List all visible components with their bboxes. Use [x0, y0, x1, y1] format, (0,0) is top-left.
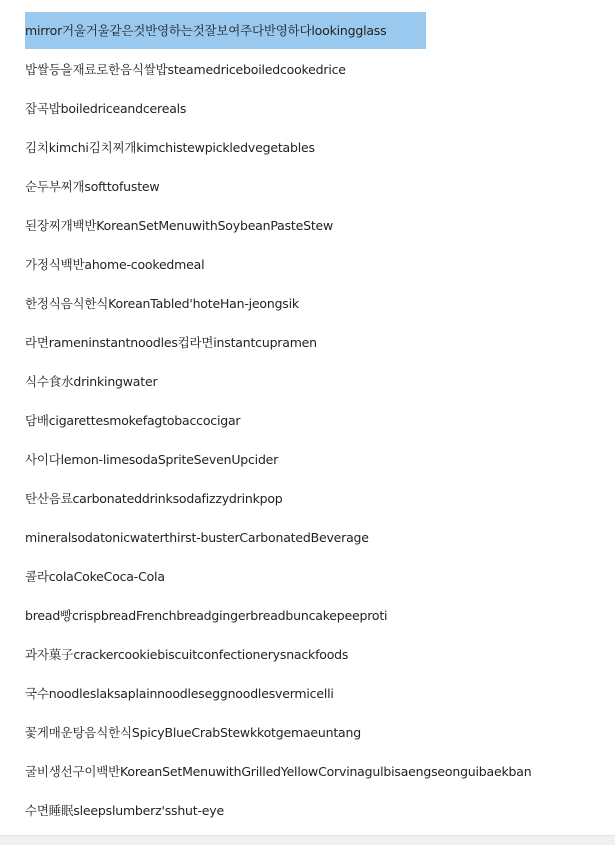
text-line[interactable] [25, 0, 531, 11]
line-text: mirror거울거울같은것반영하는것잘보여주다반영하다lookingglass [25, 23, 387, 38]
line-text: 밥쌀등을재료로한음식쌀밥steamedriceboiledcookedrice [25, 62, 346, 77]
line-text: 순두부찌개softtofustew [25, 179, 160, 194]
horizontal-scrollbar[interactable] [0, 835, 615, 845]
text-line[interactable] [25, 596, 531, 635]
text-line[interactable] [25, 167, 531, 206]
text-line[interactable] [25, 479, 531, 518]
text-line[interactable] [25, 674, 531, 713]
line-text: 라면rameninstantnoodles컵라면instantcupramen [25, 335, 317, 350]
line-text: 굴비생선구이백반KoreanSetMenuwithGrilledYellowCorvinagulbisaengseonguibaekban [25, 764, 532, 779]
text-line[interactable] [25, 245, 531, 284]
text-line[interactable] [25, 752, 531, 791]
line-text: 식수食水drinkingwater [25, 374, 158, 389]
text-line[interactable] [25, 713, 531, 752]
text-line[interactable] [25, 557, 531, 596]
text-line[interactable] [25, 791, 531, 830]
line-text: 사이다lemon-limesodaSpriteSevenUpcider [25, 452, 279, 467]
text-line[interactable] [25, 206, 531, 245]
line-text: 과자菓子crackercookiebiscuitconfectionerysnackfoods [25, 647, 349, 662]
line-text: 된장찌개백반KoreanSetMenuwithSoybeanPasteStew [25, 218, 334, 233]
text-line[interactable] [25, 518, 531, 557]
text-line[interactable] [25, 50, 531, 89]
text-line[interactable] [25, 89, 531, 128]
text-line[interactable] [25, 440, 531, 479]
text-line[interactable] [25, 284, 531, 323]
line-text: 김치kimchi김치찌개kimchistewpickledvegetables [25, 140, 315, 155]
line-text: 잡곡밥boiledriceandcereals [25, 101, 187, 116]
text-line-selected[interactable] [25, 11, 531, 50]
line-text: bread빵crispbreadFrenchbreadgingerbreadbuncakepeeproti [25, 608, 388, 623]
line-text: 콜라colaCokeCoca-Cola [25, 569, 165, 584]
line-text: 한정식음식한식KoreanTabled'hoteHan-jeongsik [25, 296, 299, 311]
text-lines [25, 0, 531, 830]
line-text: 수면睡眠sleepslumberz'sshut-eye [25, 803, 224, 818]
line-text: 국수noodleslaksaplainnoodleseggnoodlesvermicelli [25, 686, 334, 701]
text-line[interactable] [25, 323, 531, 362]
line-text: 가정식백반ahome-cookedmeal [25, 257, 205, 272]
line-text: mineralsodatonicwaterthirst-busterCarbonatedBeverage [25, 530, 369, 545]
text-line[interactable] [25, 401, 531, 440]
text-line[interactable] [25, 362, 531, 401]
line-text: 담배cigarettesmokefagtobaccocigar [25, 413, 241, 428]
line-text: 탄산음료carbonateddrinksodafizzydrinkpop [25, 491, 283, 506]
line-text: 꽃게매운탕음식한식SpicyBlueCrabStewkkotgemaeuntang [25, 725, 361, 740]
text-line[interactable] [25, 635, 531, 674]
text-line[interactable] [25, 128, 531, 167]
